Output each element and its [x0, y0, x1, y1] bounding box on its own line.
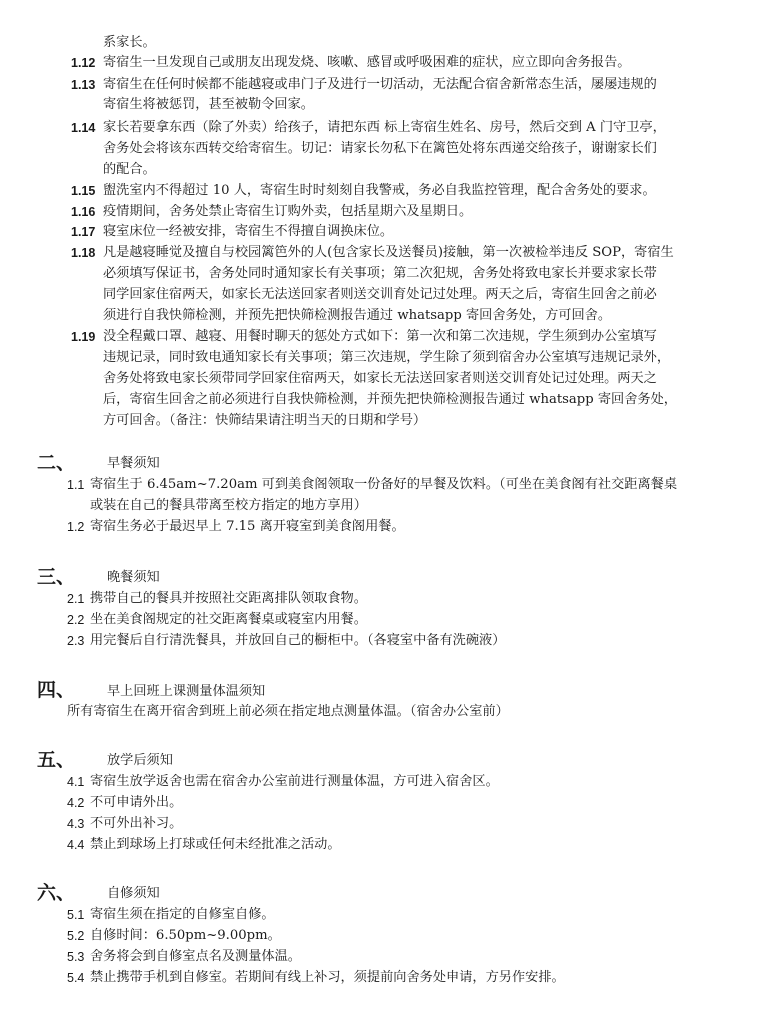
item-text: 携带自己的餐具并按照社交距离排队领取食物。 — [90, 591, 367, 606]
item-text: 不可外出补习。 — [90, 816, 183, 831]
section-title: 早上回班上课测量体温须知 — [107, 684, 266, 699]
item-number: 4.1 — [67, 775, 85, 789]
item-text: 寄宿生放学返舍也需在宿舍办公室前进行测量体温，方可进入宿舍区。 — [90, 774, 499, 789]
item-text: 寄宿生须在指定的自修室自修。 — [90, 907, 275, 922]
item-text: 自修时间：6.50pm~9.00pm。 — [90, 928, 281, 943]
item-text: 不可申请外出。 — [90, 795, 183, 810]
item-number: 2.2 — [67, 613, 85, 627]
item-text: 或装在自己的餐具带离至校方指定的地方享用） — [90, 498, 367, 513]
item-text: 家长若要拿东西（除了外卖）给孩子，请把东西 标上寄宿生姓名、房号，然后交到 A 门守卫亭， — [103, 120, 666, 135]
item-text: 的配合。 — [103, 162, 156, 177]
item-text: 寄宿生在任何时候都不能越寝或串门子及进行一切活动，无法配合宿舍新常态生活，屡屡违规的 — [103, 77, 657, 92]
section-heading: 三、 — [37, 566, 76, 588]
item-number: 4.2 — [67, 796, 85, 810]
section-title: 自修须知 — [107, 886, 160, 901]
item-text: 禁止到球场上打球或任何未经批准之活动。 — [90, 837, 341, 852]
section-title: 早餐须知 — [107, 456, 160, 471]
item-number: 2.1 — [67, 592, 85, 606]
item-number: 4.4 — [67, 838, 85, 852]
item-number: 1.19 — [71, 330, 96, 344]
item-number: 5.4 — [67, 971, 85, 985]
item-number: 1.17 — [71, 225, 96, 239]
item-text: 方可回舍。（备注：快筛结果请注明当天的日期和学号） — [103, 413, 427, 428]
item-number: 2.3 — [67, 634, 85, 648]
item-text: 疫情期间，舍务处禁止寄宿生订购外卖，包括星期六及星期日。 — [103, 204, 473, 219]
section-heading: 二、 — [37, 452, 76, 474]
item-text: 禁止携带手机到自修室。若期间有线上补习，须提前向舍务处申请，方另作安排。 — [90, 970, 565, 985]
item-number: 1.14 — [71, 121, 96, 135]
item-text: 舍务将会到自修室点名及测量体温。 — [90, 949, 301, 964]
item-number: 5.3 — [67, 950, 85, 964]
item-text: 须进行自我快筛检测，并预先把快筛检测报告通过 whatsapp 寄回舍务处，方可回舍。 — [103, 308, 612, 323]
item-text: 舍务处会将该东西转交给寄宿生。切记：请家长勿私下在篱笆处将东西递交给孩子，谢谢家长们 — [103, 141, 657, 156]
item-text: 必须填写保证书，舍务处同时通知家长有关事项；第二次犯规，舍务处将致电家长并要求家长带 — [103, 266, 657, 281]
item-number: 4.3 — [67, 817, 85, 831]
item-text: 没全程戴口罩、越寝、用餐时聊天的惩处方式如下：第一次和第二次违规，学生须到办公室填写 — [103, 329, 657, 344]
item-text: 凡是越寝睡觉及擅自与校园篱笆外的人(包含家长及送餐员)接触，第一次被检举违反 SOP，寄宿生 — [103, 245, 674, 260]
item-number: 1.12 — [71, 56, 96, 70]
item-text: 用完餐后自行清洗餐具，并放回自己的橱柜中。（各寝室中备有洗碗液） — [90, 633, 506, 648]
item-number: 1.15 — [71, 184, 96, 198]
item-text: 寄宿生将被惩罚，甚至被勒令回家。 — [103, 97, 314, 112]
section-title: 晚餐须知 — [107, 570, 160, 585]
section-text: 所有寄宿生在离开宿舍到班上前必须在指定地点测量体温。（宿舍办公室前） — [67, 704, 509, 719]
item-number: 1.16 — [71, 205, 96, 219]
item-text: 后，寄宿生回舍之前必须进行自我快筛检测，并预先把快筛检测报告通过 whatsapp 寄回舍务处， — [103, 392, 677, 407]
item-text: 坐在美食阁规定的社交距离餐桌或寝室内用餐。 — [90, 612, 367, 627]
item-number: 1.18 — [71, 246, 96, 260]
item-number: 5.1 — [67, 908, 85, 922]
item-number: 1.1 — [67, 478, 85, 492]
item-text: 寝室床位一经被安排，寄宿生不得擅自调换床位。 — [103, 224, 394, 239]
item-text: 违规记录，同时致电通知家长有关事项；第三次违规，学生除了须到宿舍办公室填写违规记录外， — [103, 350, 671, 365]
item-text: 寄宿生一旦发现自己或朋友出现发烧、咳嗽、感冒或呼吸困难的症状，应立即向舍务报告。 — [103, 55, 631, 70]
item-number: 5.2 — [67, 929, 85, 943]
item-text: 舍务处将致电家长须带同学回家住宿两天，如家长无法送回家者则送交训育处记过处理。两天之 — [103, 371, 657, 386]
item-number: 1.13 — [71, 78, 96, 92]
item-text: 寄宿生于 6.45am~7.20am 可到美食阁领取一份备好的早餐及饮料。（可坐在美食阁有社交距离餐桌 — [90, 477, 678, 492]
item-number: 1.2 — [67, 520, 85, 534]
section-heading: 四、 — [37, 679, 76, 701]
section-heading: 五、 — [37, 749, 76, 771]
item-text: 同学回家住宿两天，如家长无法送回家者则送交训育处记过处理。两天之后，寄宿生回舍之前必 — [103, 287, 657, 302]
item-text: 盥洗室内不得超过 10 人，寄宿生时时刻刻自我警戒，务必自我监控管理，配合舍务处的要求。 — [103, 183, 656, 198]
section-heading: 六、 — [37, 882, 76, 904]
item-text: 寄宿生务必于最迟早上 7.15 离开寝室到美食阁用餐。 — [90, 519, 405, 534]
lead-text: 系家长。 — [103, 35, 156, 50]
section-title: 放学后须知 — [107, 753, 173, 768]
